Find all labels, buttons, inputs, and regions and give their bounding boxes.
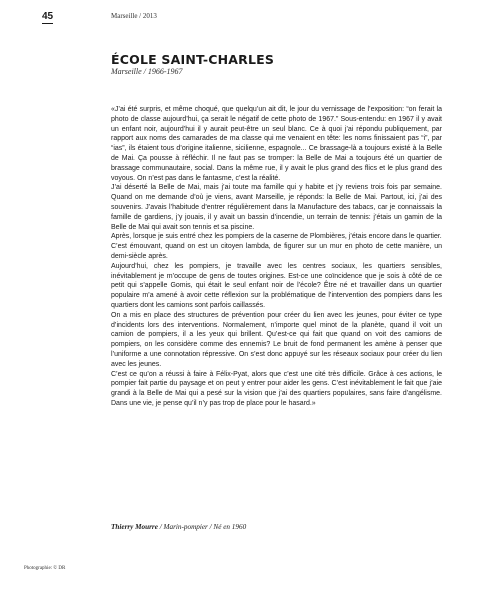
paragraph: «J’ai été surpris, et même choqué, que quelqu’un ait dit, le jour du vernissage de l’exposition: “on ferait la photo de classe aujourd’hui, ça serait le négatif de cette photo de 1967.” Sous-entendu: en 1967 il y avait un enfant noir, aujourd’hui il y aurait peut-être un seul blanc. Ce à quoi j’ai répondu publiquement, par rapport aux noms des camarades de ma classe qui me venaient en tête: les noms finissaient pas “i”, par “ias”, ils étaient tous d’origine italienne, sicilienne, espagnole... Ce brassage-là a toujours existé à la Belle de Mai. Ça pousse à réfléchir. Il ne faut pas se tromper: la Belle de Mai a toujours été un quartier de brassage communautaire, social. Dans la même rue, il y avait le plus grand des flics et le plus grand des voyous. On n’est pas dans le fantasme, c’est la réalité. — [111, 106, 442, 182]
paragraph: C’est émouvant, quand on est un citoyen lambda, de figurer sur un mur en photo de cette manière, un demi-siècle après. — [111, 243, 442, 260]
photo-credit: Photographie: © DR — [24, 566, 66, 571]
paragraph: On a mis en place des structures de prévention pour créer du lien avec les jeunes, pour éviter ce type d’incidents lors des interventions. Normalement, n’importe quel minot de la planète, quand il voit un camion de pompiers, il a les yeux qui brillent. Qu’est-ce qui fait que quand on voit des camions de pompiers, on les considère comme des ennemis? Le bruit de fond permanent les amène à penser que l’uniforme a une connotation répressive. On s’est donc appuyé sur les réseaux sociaux pour créer du lien avec les jeunes. — [111, 311, 442, 368]
paragraph: Après, lorsque je suis entré chez les pompiers de la caserne de Plombières, j’étais encore dans le quartier. — [111, 233, 442, 241]
article-title: ÉCOLE SAINT-CHARLES — [111, 52, 275, 67]
page-number: 45 — [42, 11, 54, 22]
running-head: Marseille / 2013 — [111, 12, 157, 20]
paragraph: J’ai déserté la Belle de Mai, mais j’ai toute ma famille qui y habite et j’y reviens trois fois par semaine. Quand on me demande d’où je viens, avant Marseille, je réponds: la Belle de Mai. Partout, ici, j’ai des souvenirs. J’avais l’habitude d’entrer régulièrement dans la Manufacture des tabacs, car je connaissais la famille de gardiens, j’y jouais, il y avait un bassin d’incendie, un terrain de tennis: j’étais un gamin de la Belle de Mai qui avait son tennis et sa piscine. — [111, 184, 442, 231]
signature-name: Thierry Mourre — [111, 523, 158, 531]
article-body — [111, 105, 442, 409]
signature-role: / Marin-pompier / Né en 1960 — [157, 523, 247, 531]
paragraph: C’est ce qu’on a réussi à faire à Félix-Pyat, alors que c’est une cité très difficile. Grâce à ces actions, le pompier fait partie du paysage et on peut y entrer pour aider les gens. C’est inévitablement le fait que j’aie grandi à la Belle de Mai qui a pesé sur la vision que j’ai des quartiers populaires, sans faire d’angélisme. Dans une vie, je pense qu’il n’y pas trop de place pour le hasard.» — [111, 370, 442, 407]
paragraph: Aujourd’hui, chez les pompiers, je travaille avec les centres sociaux, les quartiers sensibles, inévitablement je m’occupe de gens de toutes origines. Est-ce une coïncidence que je sois à côté de ce petit qui s’appelle Gomis, qui était le seul enfant noir de l’école? Être né et travailler dans un quartier populaire m’a amené à avoir cette réflexion sur la problématique de l’intervention des pompiers dans les quartiers dont les camions sont parfois caillassés. — [111, 262, 442, 309]
signature — [111, 523, 246, 532]
article-subtitle: Marseille / 1966-1967 — [111, 67, 183, 76]
